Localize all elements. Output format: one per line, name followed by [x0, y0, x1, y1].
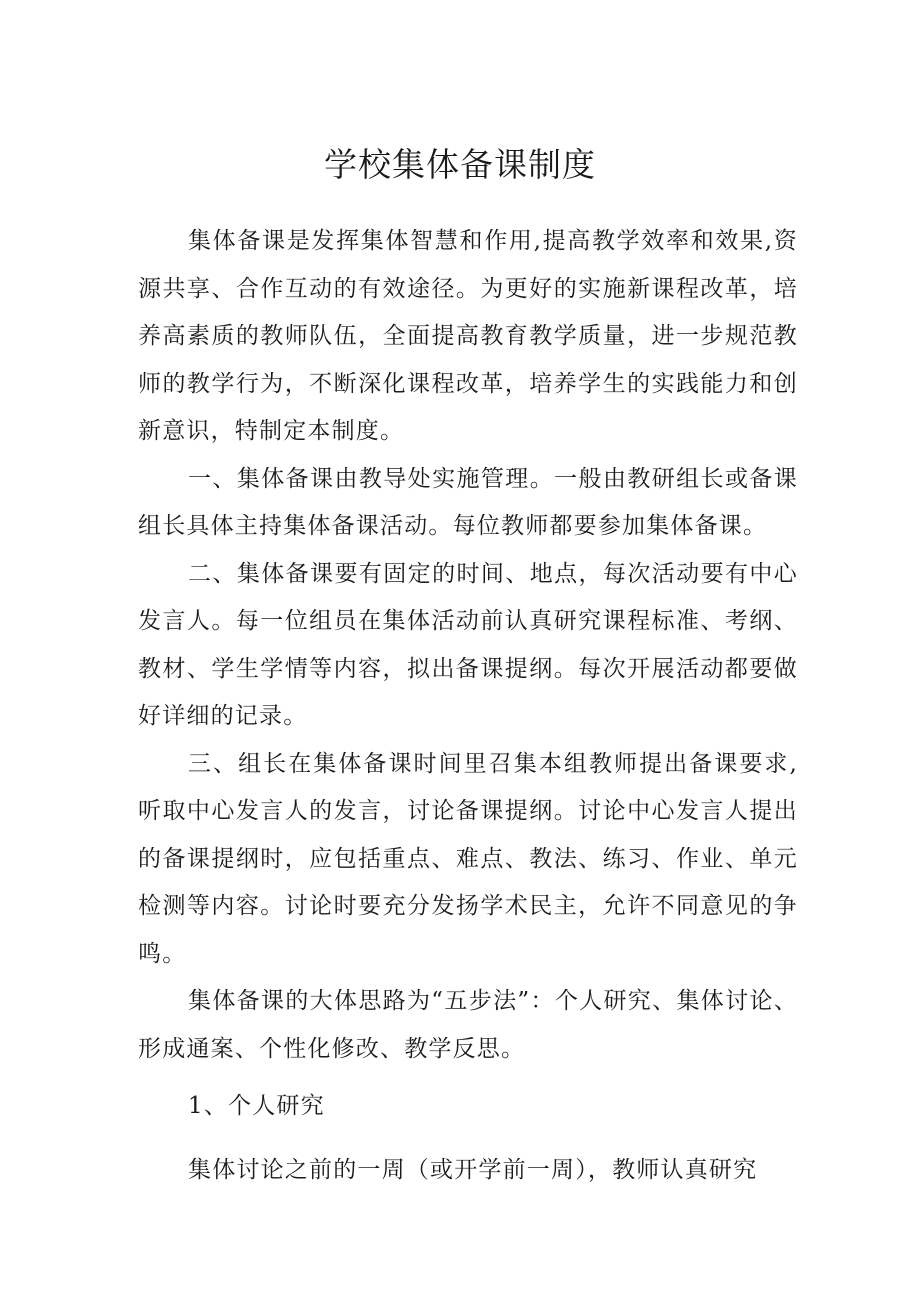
paragraph-section-1: 集体讨论之前的一周（或开学前一周），教师认真研究 — [188, 1156, 758, 1183]
document-body — [138, 218, 798, 1194]
paragraph-rule-3: 三、组长在集体备课时间里召集本组教师提出备课要求,听取中心发言人的发言，讨论备课提纲。讨论中心发言人提出的备课提纲时，应包括重点、难点、教法、练习、作业、单元检测等内容。讨论时要充分发扬学术民主，允许不同意见的争鸣。 — [138, 750, 798, 967]
paragraph-intro: 集体备课是发挥集体智慧和作用,提高教学效率和效果,资源共享、合作互动的有效途径。为更好的实施新课程改革，培养高素质的教师队伍，全面提高教育教学质量，进一步规范教师的教学行为，不断深化课程改革，培养学生的实践能力和创新意识，特制定本制度。 — [138, 228, 798, 444]
document-title: 学校集体备课制度 — [324, 145, 596, 184]
paragraph-five-steps: 集体备课的大体思路为“五步法”：个人研究、集体讨论、形成通案、个性化修改、教学反思。 — [138, 988, 798, 1062]
section-heading: 1、个人研究 — [188, 1093, 325, 1119]
paragraph-rule-2: 二、集体备课要有固定的时间、地点，每次活动要有中心发言人。每一位组员在集体活动前认真研究课程标准、考纲、教材、学生学情等内容，拟出备课提纲。每次开展活动都要做好详细的记录。 — [138, 560, 798, 729]
paragraph-rule-1: 一、集体备课由教导处实施管理。一般由教研组长或备课组长具体主持集体备课活动。每位教师都要参加集体备课。 — [138, 465, 798, 539]
